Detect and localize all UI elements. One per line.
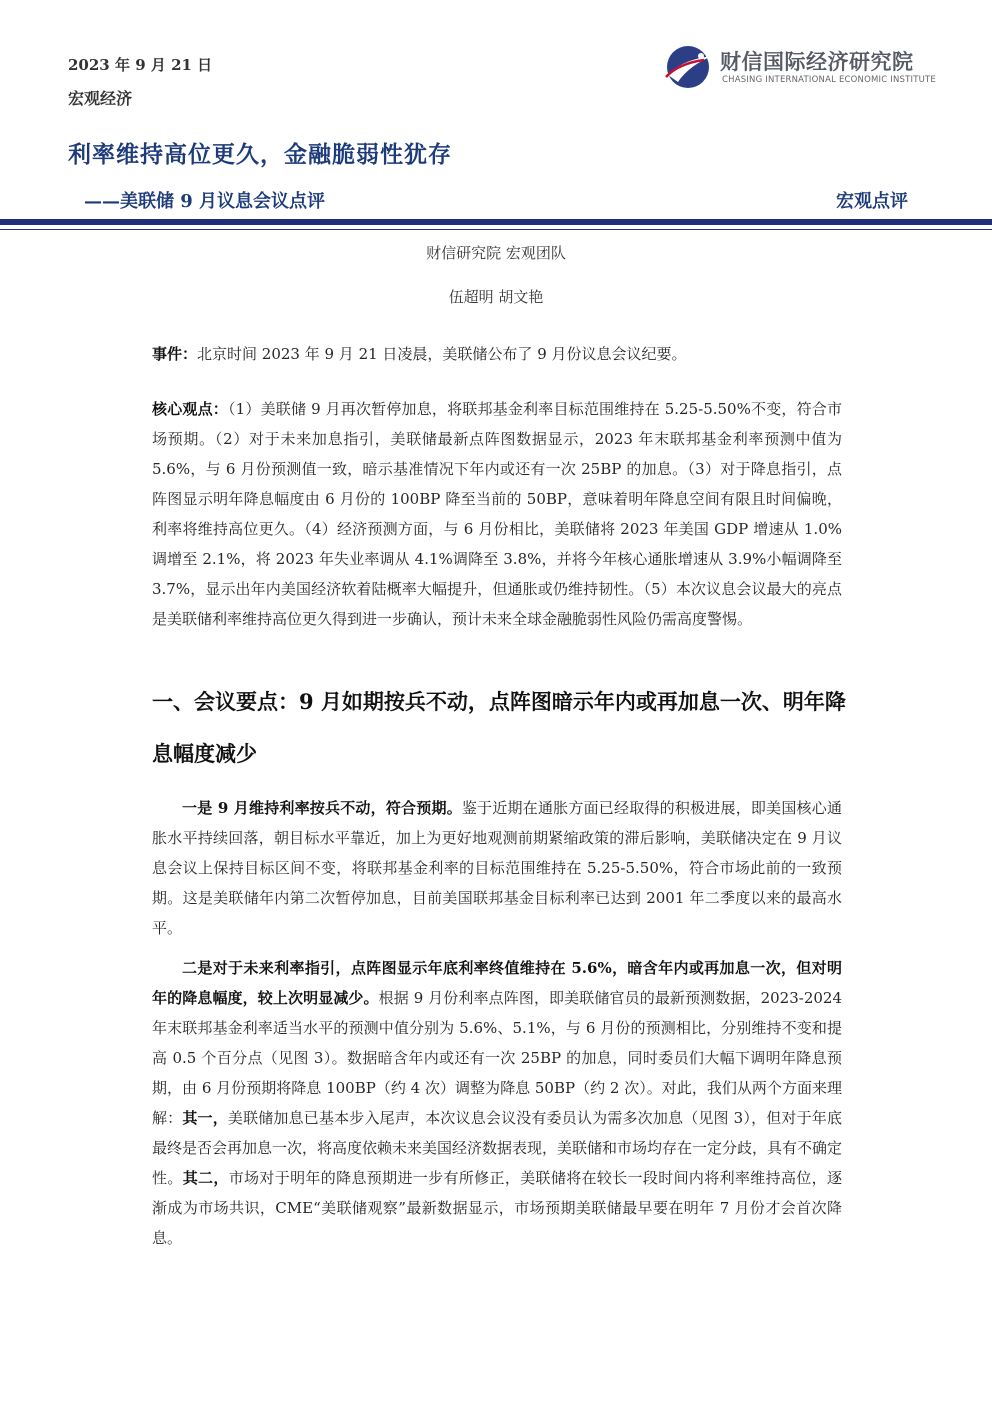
point-one-paragraph	[152, 793, 842, 943]
header-divider-thin	[0, 229, 992, 230]
point-one-text: 鉴于近期在通胀方面已经取得的积极进展，即美国核心通胀水平持续回落，朝目标水平靠近，加上为更好地观测前期紧缩政策的滞后影响，美联储决定在 9 月议息会议上保持目标区间不变，将联邦基金利率的目标范围维持在 5.25-5.50%，符合市场此前的一致预期。这是美联储年内第二次暂停加息，目前美国联邦基金目标利率已达到 2001 年二季度以来的最高水平。	[152, 799, 842, 937]
core-view-paragraph	[152, 394, 842, 634]
globe-swoosh-icon	[664, 44, 714, 90]
point-two-text-c: 市场对于明年的降息预期进一步有所修正，美联储将在较长一段时间内将利率维持高位，逐渐成为市场共识，CME“美联储观察”最新数据显示，市场预期美联储最早要在明年 7 月份才会首次降息。	[152, 1169, 842, 1247]
institute-logo	[664, 44, 934, 92]
research-team: 财信研究院 宏观团队	[426, 244, 566, 262]
report-subtitle: ——美联储 9 月议息会议点评	[84, 191, 326, 212]
core-view-label: 核心观点：	[152, 400, 228, 418]
report-title: 利率维持高位更久，金融脆弱性犹存	[68, 141, 452, 168]
event-text: 北京时间 2023 年 9 月 21 日凌晨，美联储公布了 9 月份议息会议纪要。	[197, 345, 687, 363]
point-two-text-a: 根据 9 月份利率点阵图，即美联储官员的最新预测数据，2023-2024 年末联邦基金利率适当水平的预测中值分别为 5.6%、5.1%，与 6 月份的预测相比，分别维持不变和提高 0.5 个百分点（见图 3）。数据暗含年内或还有一次 25BP 的加息，同时委员们大幅下调明年降息预期，由 6 月份预期将降息 100BP（约 4 次）调整为降息 50BP（约 2 次）。对此，我们从两个方面来理解：	[152, 989, 842, 1127]
report-date: 2023 年 9 月 21 日	[68, 56, 213, 74]
point-two-lead: 二是对于未来利率指引，点阵图显示年底利率终值维持在 5.6%，暗含年内或再加息一次，但对明年的降息幅度，较上次明显减少。	[152, 959, 842, 1007]
header-divider-thick	[0, 219, 992, 225]
event-label: 事件：	[152, 345, 198, 363]
authors: 伍超明 胡文艳	[448, 288, 544, 306]
report-category: 宏观经济	[68, 89, 133, 108]
point-two-paragraph	[152, 953, 842, 1253]
logo-text-cn: 财信国际经济研究院	[720, 50, 914, 74]
core-view-text: （1）美联储 9 月再次暂停加息，将联邦基金利率目标范围维持在 5.25-5.50%不变，符合市场预期。（2）对于未来加息指引，美联储最新点阵图数据显示，2023 年末联邦基金利率预测中值为 5.6%，与 6 月份预测值一致，暗示基准情况下年内或还有一次 25BP 的加息。（3）对于降息指引，点阵图显示明年降息幅度由 6 月份的 100BP 降至当前的 50BP，意味着明年降息空间有限且时间偏晚，利率将维持高位更久。（4）经济预测方面，与 6 月份相比，美联储将 2023 年美国 GDP 增速从 1.0%调增至 2.1%，将 2023 年失业率调从 4.1%调降至 3.8%，并将今年核心通胀增速从 3.9%小幅调降至 3.7%，显示出年内美国经济软着陆概率大幅提升，但通胀或仍维持韧性。（5）本次议息会议最大的亮点是美联储利率维持高位更久得到进一步确认，预计未来全球金融脆弱性风险仍需高度警惕。	[152, 400, 842, 628]
point-two-first-label: 其一，	[182, 1109, 228, 1127]
point-two-second-label: 其二，	[182, 1169, 229, 1187]
point-one-lead: 一是 9 月维持利率按兵不动，符合预期。	[182, 799, 462, 817]
logo-text-en: CHASING INTERNATIONAL ECONOMIC INSTITUTE	[722, 75, 936, 85]
report-type: 宏观点评	[836, 191, 908, 212]
point-two-text-b: 美联储加息已基本步入尾声，本次议息会议没有委员认为需多次加息（见图 3），但对于年底最终是否会再加息一次，将高度依赖未来美国经济数据表现，美联储和市场均存在一定分歧，具有不确定性。	[152, 1109, 843, 1187]
section-heading: 一、会议要点：9 月如期按兵不动，点阵图暗示年内或再加息一次、明年降息幅度减少	[152, 689, 846, 766]
event-paragraph	[152, 339, 842, 369]
